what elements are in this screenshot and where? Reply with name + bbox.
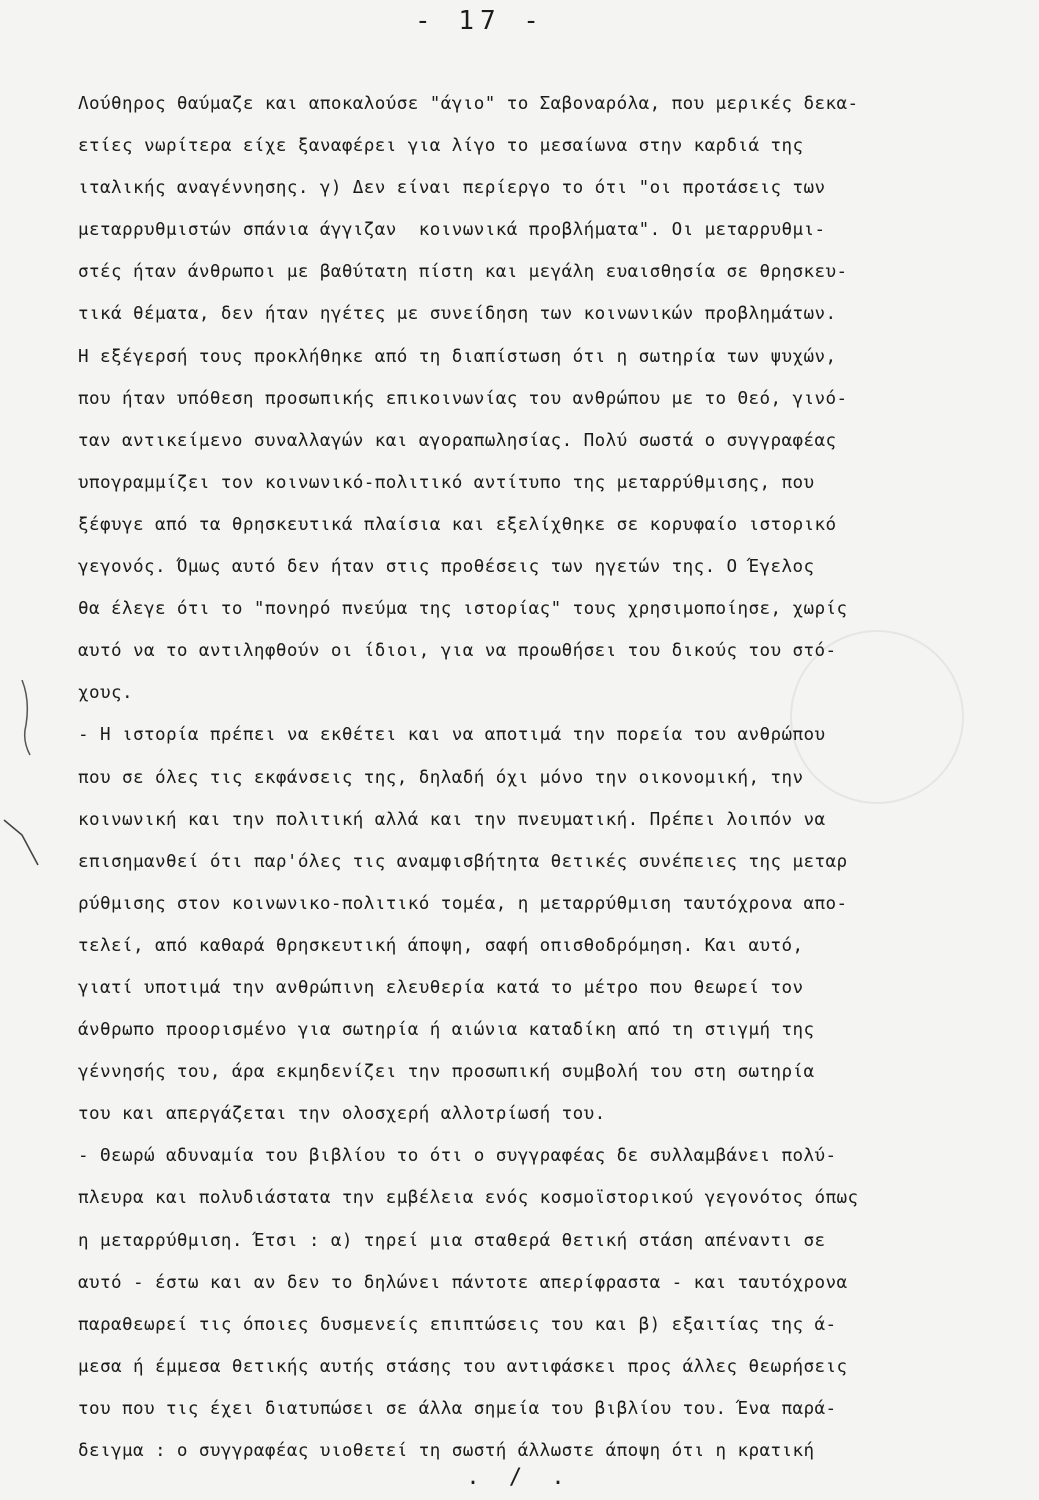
text-line: μεταρρυθμιστών σπάνια άγγιζαν κοινωνικά προβλήματα". Οι μεταρρυθμι- xyxy=(78,220,826,241)
text-line: Η εξέγερσή τους προκλήθηκε από τη διαπίστωση ότι η σωτηρία των ψυχών, xyxy=(78,346,837,367)
text-line: στές ήταν άνθρωποι με βαθύτατη πίστη και μεγάλη ευαισθησία σε θρησκευ- xyxy=(78,262,848,283)
text-line: θα έλεγε ότι το "πονηρό πνεύμα της ιστορίας" τους χρησιμοποίησε, χωρίς xyxy=(78,599,848,620)
text-line: άνθρωπο προορισμένο για σωτηρία ή αιώνια καταδίκη από τη στιγμή της xyxy=(78,1020,815,1041)
page-number: - 17 - xyxy=(415,6,545,36)
text-line: - Θεωρώ αδυναμία του βιβλίου το ότι ο συγγραφέας δε συλλαμβάνει πολύ- xyxy=(78,1146,837,1167)
text-line: χους. xyxy=(78,683,133,704)
margin-pencil-mark xyxy=(0,680,50,880)
text-line: τικά θέματα, δεν ήταν ηγέτες με συνείδηση των κοινωνικών προβλημάτων. xyxy=(78,304,837,325)
text-line: ξέφυγε από τα θρησκευτικά πλαίσια και εξελίχθηκε σε κορυφαίο ιστορικό xyxy=(78,514,837,535)
text-line: παραθεωρεί τις όποιες δυσμενείς επιπτώσεις του και β) εξαιτίας της ά- xyxy=(78,1314,837,1335)
text-line: τελεί, από καθαρά θρησκευτική άποψη, σαφή οπισθοδρόμηση. Και αυτό, xyxy=(78,935,804,956)
text-line: ετίες νωρίτερα είχε ξαναφέρει για λίγο το μεσαίωνα στην καρδιά της xyxy=(78,136,804,157)
text-line: γιατί υποτιμά την ανθρώπινη ελευθερία κατά το μέτρο που θεωρεί τον xyxy=(78,977,804,998)
text-line: - Η ιστορία πρέπει να εκθέτει και να αποτιμά την πορεία του ανθρώπου xyxy=(78,725,826,746)
text-line: μεσα ή έμμεσα θετικής αυτής στάσης του αντιφάσκει προς άλλες θεωρήσεις xyxy=(78,1356,848,1377)
text-line: δειγμα : ο συγγραφέας υιοθετεί τη σωστή άλλωστε άποψη ότι η κρατική xyxy=(78,1441,815,1461)
text-line: η μεταρρύθμιση. Έτσι : α) τηρεί μια σταθερά θετική στάση απέναντι σε xyxy=(78,1230,826,1251)
text-line: ρύθμισης στον κοινωνικο-πολιτικό τομέα, η μεταρρύθμιση ταυτόχρονα απο- xyxy=(78,893,848,914)
text-line: Λούθηρος θαύμαζε και αποκαλούσε "άγιο" το Σαβοναρόλα, που μερικές δεκα- xyxy=(78,94,859,114)
typed-body-text xyxy=(78,83,1008,1472)
text-line: επισημανθεί ότι παρ'όλες τις αναμφισβήτητα θετικές συνέπειες της μεταρ xyxy=(78,851,848,872)
text-line: ταν αντικείμενο συναλλαγών και αγοραπωλησίας. Πολύ σωστά ο συγγραφέας xyxy=(78,430,837,451)
text-line: που σε όλες τις εκφάνσεις της, δηλαδή όχι μόνο την οικονομική, την xyxy=(78,767,804,788)
text-line: γεγονός. Όμως αυτό δεν ήταν στις προθέσεις των ηγετών της. Ο Έγελος xyxy=(78,557,815,578)
text-line: αυτό - έστω και αν δεν το δηλώνει πάντοτε απερίφραστα - και ταυτόχρονα xyxy=(78,1272,848,1293)
text-line: πλευρα και πολυδιάστατα την εμβέλεια ενός κοσμοϊστορικού γεγονότος όπως xyxy=(78,1188,859,1209)
text-line: που ήταν υπόθεση προσωπικής επικοινωνίας του ανθρώπου με το Θεό, γινό- xyxy=(78,388,848,409)
text-line: υπογραμμίζει τον κοινωνικό-πολιτικό αντίτυπο της μεταρρύθμισης, που xyxy=(78,472,815,493)
text-line: του και απεργάζεται την ολοσχερή αλλοτρίωσή του. xyxy=(78,1104,606,1125)
continuation-mark: . / . xyxy=(466,1465,573,1490)
text-line: του που τις έχει διατυπώσει σε άλλα σημεία του βιβλίου του. Ένα παρά- xyxy=(78,1398,837,1419)
text-line: γέννησής του, άρα εκμηδενίζει την προσωπική συμβολή του στη σωτηρία xyxy=(78,1062,815,1083)
text-line: ιταλικής αναγέννησης. γ) Δεν είναι περίεργο το ότι "οι προτάσεις των xyxy=(78,178,826,199)
text-line: αυτό να το αντιληφθούν οι ίδιοι, για να προωθήσει του δικούς του στό- xyxy=(78,641,837,662)
text-line: κοινωνική και την πολιτική αλλά και την πνευματική. Πρέπει λοιπόν να xyxy=(78,809,826,830)
